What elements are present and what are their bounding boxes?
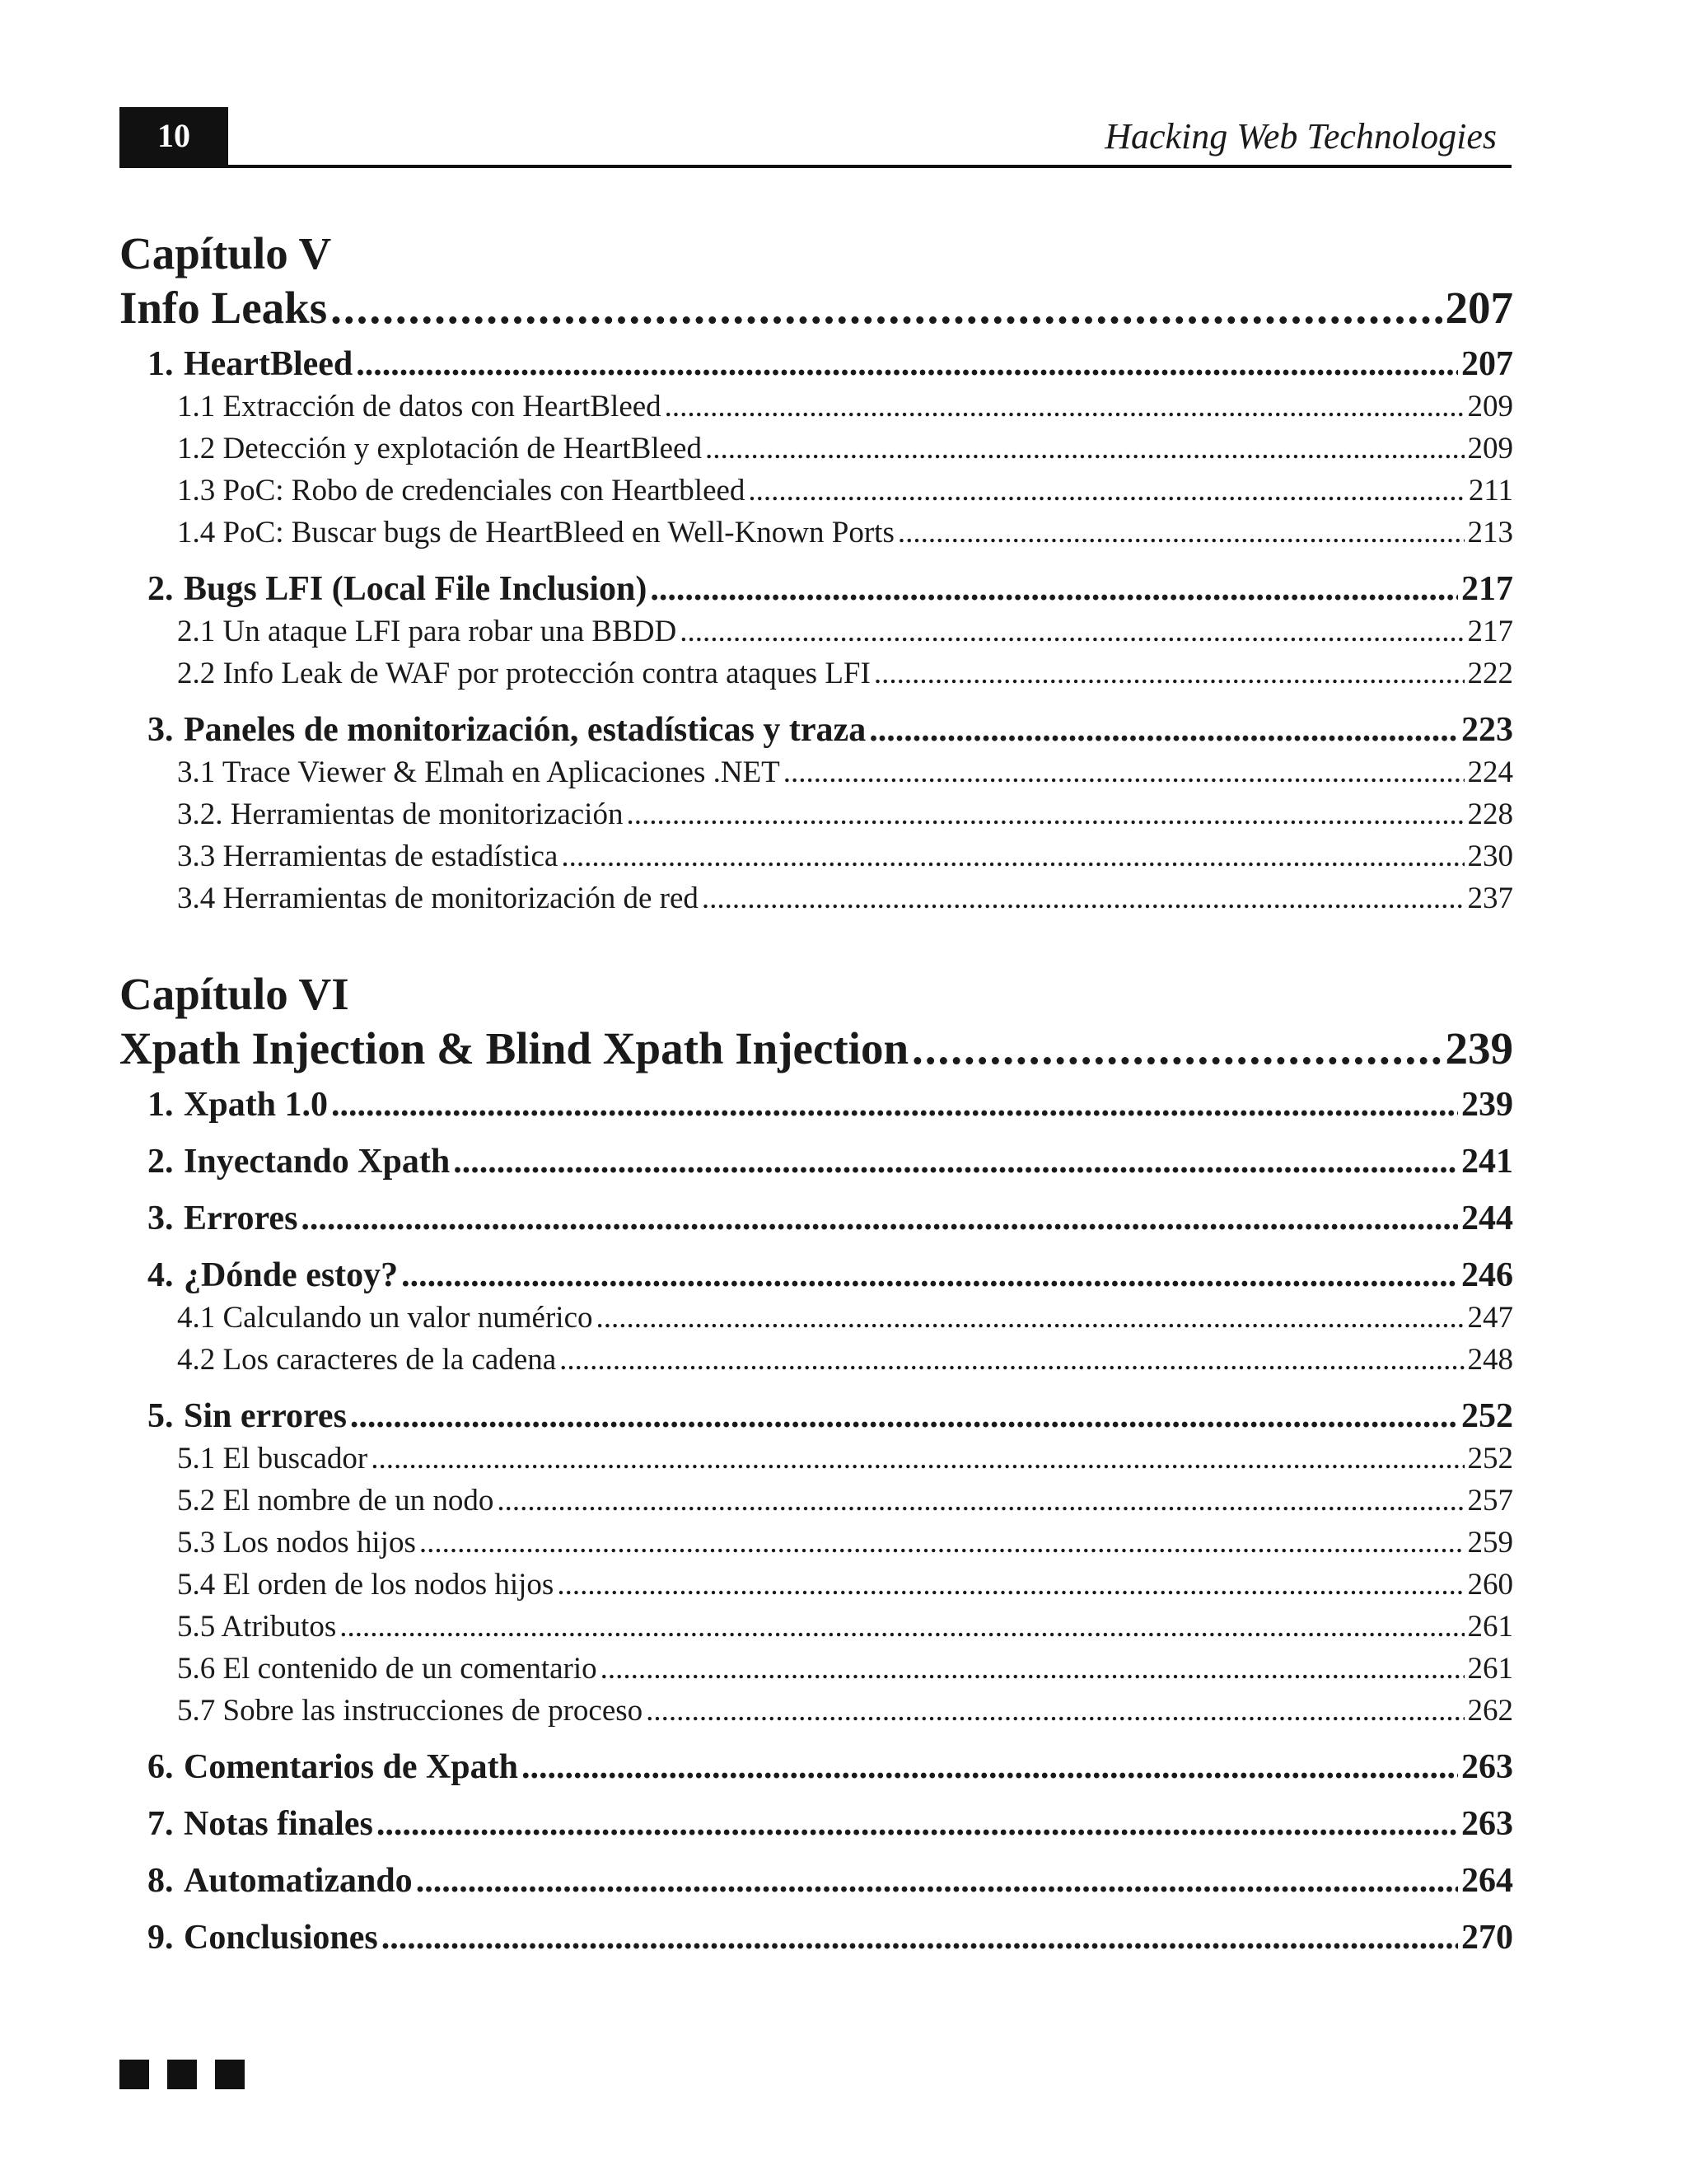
toc-subsection	[119, 1297, 1513, 1339]
table-of-contents	[119, 227, 1513, 1959]
toc-subsection	[119, 1690, 1513, 1732]
toc-subsection-page: 261	[1467, 1610, 1513, 1644]
toc-section	[119, 1396, 1513, 1438]
dot-leader	[371, 1438, 1464, 1480]
dot-leader	[650, 568, 1458, 610]
toc-subsection	[119, 652, 1513, 694]
toc-section-page: 252	[1461, 1397, 1513, 1435]
dot-leader	[559, 1339, 1464, 1381]
toc-section-title	[147, 1255, 398, 1297]
toc-subsection-title: 4.2 Los caracteres de la cadena	[177, 1343, 557, 1377]
toc-subsection-title: 3.2. Herramientas de monitorización	[177, 797, 624, 831]
toc-section-page: 270	[1461, 1919, 1513, 1957]
toc-subsection-page: 211	[1468, 474, 1513, 507]
dot-leader	[748, 470, 1465, 512]
dot-leader	[350, 1396, 1458, 1438]
toc-section-title	[147, 709, 866, 751]
toc-subsection-page: 209	[1467, 390, 1513, 423]
toc-section	[119, 1198, 1513, 1240]
toc-section-page: 264	[1461, 1862, 1513, 1900]
toc-subsection	[119, 1339, 1513, 1381]
toc-section-page: 223	[1461, 711, 1513, 749]
toc-subsection-page: 259	[1467, 1526, 1513, 1560]
toc-section-text: Errores	[184, 1200, 298, 1237]
toc-section-page: 239	[1461, 1086, 1513, 1124]
dot-leader	[330, 281, 1442, 335]
dot-leader	[401, 1255, 1458, 1297]
toc-subsection	[119, 751, 1513, 793]
toc-subsection	[119, 512, 1513, 554]
toc-subsection-page: 224	[1467, 755, 1513, 789]
toc-section-text: HeartBleed	[184, 345, 353, 383]
toc-section-title	[147, 1803, 373, 1845]
dot-leader	[381, 1917, 1458, 1959]
toc-section-page: 241	[1461, 1143, 1513, 1181]
toc-section	[119, 568, 1513, 610]
toc-subsection-page: 222	[1467, 657, 1513, 690]
toc-subsection-title: 2.1 Un ataque LFI para robar una BBDD	[177, 615, 677, 648]
toc-section	[119, 1747, 1513, 1789]
toc-subsection-title: 1.1 Extracción de datos con HeartBleed	[177, 390, 661, 423]
toc-subsection-title: 1.3 PoC: Robo de credenciales con Heartbleed	[177, 474, 745, 507]
footer-square-icon	[215, 2060, 245, 2089]
toc-section-text: Bugs LFI (Local File Inclusion)	[184, 570, 647, 608]
dot-leader	[912, 1022, 1442, 1076]
toc-subsection-page: 230	[1467, 839, 1513, 873]
toc-section-text: Paneles de monitorización, estadísticas y traza	[184, 711, 867, 749]
chapter-label: Capítulo VI	[119, 969, 349, 1019]
toc-subsection	[119, 793, 1513, 835]
toc-section-title	[147, 1198, 297, 1240]
toc-section-text: Automatizando	[184, 1862, 413, 1900]
chapter-entry-page: 239	[1445, 1023, 1513, 1073]
dot-leader	[376, 1803, 1458, 1845]
dot-leader	[665, 386, 1465, 428]
toc-section-text: Comentarios de Xpath	[184, 1748, 518, 1786]
toc-section-title	[147, 1917, 378, 1959]
toc-section-page: 263	[1461, 1748, 1513, 1786]
toc-section-title	[147, 1747, 518, 1789]
toc-subsection-title: 1.4 PoC: Buscar bugs de HeartBleed en Well-Known Ports	[177, 516, 895, 550]
toc-section	[119, 1084, 1513, 1126]
toc-subsection	[119, 1480, 1513, 1522]
toc-section-number: 5.	[147, 1397, 174, 1435]
dot-leader	[600, 1648, 1465, 1690]
toc-subsection	[119, 610, 1513, 652]
dot-leader	[702, 877, 1465, 919]
toc-subsection	[119, 386, 1513, 428]
toc-section-page: 244	[1461, 1200, 1513, 1237]
toc-section	[119, 709, 1513, 751]
chapter-entry-title: Info Leaks	[119, 283, 328, 333]
toc-section-text: Sin errores	[184, 1397, 347, 1435]
dot-leader	[680, 610, 1464, 652]
chapter-entry-page: 207	[1445, 283, 1513, 333]
dot-leader	[783, 751, 1465, 793]
toc-subsection	[119, 1522, 1513, 1564]
toc-section	[119, 1917, 1513, 1959]
toc-subsection-title: 5.4 El orden de los nodos hijos	[177, 1568, 554, 1602]
toc-section-text: Notas finales	[184, 1805, 373, 1843]
dot-leader	[497, 1480, 1464, 1522]
toc-section-text: ¿Dónde estoy?	[184, 1256, 399, 1294]
toc-section-number: 8.	[147, 1862, 174, 1900]
toc-subsection-page: 228	[1467, 797, 1513, 831]
dot-leader	[339, 1606, 1464, 1648]
dot-leader	[561, 835, 1464, 877]
dot-leader	[898, 512, 1465, 554]
footer-square-icon	[167, 2060, 197, 2089]
toc-subsection	[119, 835, 1513, 877]
toc-subsection	[119, 1606, 1513, 1648]
toc-subsection	[119, 877, 1513, 919]
toc-section-text: Inyectando Xpath	[184, 1143, 451, 1181]
chapter-entry	[119, 1022, 1513, 1076]
toc-subsection-title: 2.2 Info Leak de WAF por protección contra ataques LFI	[177, 657, 871, 690]
toc-subsection-page: 213	[1467, 516, 1513, 550]
toc-section	[119, 344, 1513, 386]
chapter-block	[119, 227, 1513, 919]
chapter-label: Capítulo V	[119, 228, 332, 278]
toc-section-number: 6.	[147, 1748, 174, 1786]
toc-section-title	[147, 1084, 328, 1126]
dot-leader	[869, 709, 1458, 751]
toc-section-title	[147, 568, 647, 610]
toc-subsection-title: 5.6 El contenido de un comentario	[177, 1652, 597, 1686]
toc-section-number: 2.	[147, 570, 174, 608]
toc-subsection-title: 3.3 Herramientas de estadística	[177, 839, 558, 873]
chapter-entry-title: Xpath Injection & Blind Xpath Injection	[119, 1023, 909, 1073]
dot-leader	[557, 1564, 1464, 1606]
toc-section-number: 3.	[147, 1200, 174, 1237]
toc-subsection-page: 237	[1467, 882, 1513, 915]
dot-leader	[626, 793, 1464, 835]
dot-leader	[521, 1747, 1458, 1789]
toc-section	[119, 1860, 1513, 1902]
toc-subsection-page: 217	[1467, 615, 1513, 648]
toc-section-number: 7.	[147, 1805, 174, 1843]
chapter-block	[119, 967, 1513, 1959]
toc-section-number: 1.	[147, 1086, 174, 1124]
dot-leader	[453, 1141, 1458, 1183]
toc-section-title	[147, 1860, 413, 1902]
toc-section-number: 2.	[147, 1143, 174, 1181]
dot-leader	[596, 1297, 1465, 1339]
footer-marks	[119, 2060, 245, 2089]
toc-subsection-page: 257	[1467, 1484, 1513, 1518]
page-number: 10	[119, 107, 228, 165]
toc-section	[119, 1255, 1513, 1297]
toc-subsection-page: 247	[1467, 1301, 1513, 1335]
dot-leader	[301, 1198, 1458, 1240]
toc-subsection-title: 5.3 Los nodos hijos	[177, 1526, 416, 1560]
toc-subsection-page: 260	[1467, 1568, 1513, 1602]
toc-subsection	[119, 1438, 1513, 1480]
dot-leader	[416, 1860, 1458, 1902]
toc-section-number: 4.	[147, 1256, 174, 1294]
dot-leader	[874, 652, 1465, 694]
toc-subsection	[119, 1648, 1513, 1690]
toc-section-text: Xpath 1.0	[184, 1086, 329, 1124]
dot-leader	[419, 1522, 1465, 1564]
toc-section	[119, 1141, 1513, 1183]
page-header	[119, 107, 1512, 168]
toc-subsection-page: 252	[1467, 1442, 1513, 1475]
toc-section-number: 1.	[147, 345, 174, 383]
toc-subsection-page: 248	[1467, 1343, 1513, 1377]
toc-subsection-title: 5.2 El nombre de un nodo	[177, 1484, 494, 1518]
toc-subsection-page: 209	[1467, 432, 1513, 465]
toc-section-text: Conclusiones	[184, 1919, 378, 1957]
footer-square-icon	[119, 2060, 149, 2089]
toc-subsection	[119, 1564, 1513, 1606]
toc-subsection-title: 5.5 Atributos	[177, 1610, 337, 1644]
toc-subsection-title: 5.1 El buscador	[177, 1442, 368, 1475]
chapter-entry	[119, 281, 1513, 335]
toc-subsection-title: 4.1 Calculando un valor numérico	[177, 1301, 593, 1335]
toc-section-number: 9.	[147, 1919, 174, 1957]
toc-subsection	[119, 470, 1513, 512]
toc-subsection-title: 1.2 Detección y explotación de HeartBleed	[177, 432, 702, 465]
dot-leader	[646, 1690, 1464, 1732]
toc-section-page: 207	[1461, 345, 1513, 383]
running-title: Hacking Web Technologies	[1105, 116, 1497, 157]
dot-leader	[705, 428, 1465, 470]
toc-subsection-title: 3.4 Herramientas de monitorización de red	[177, 882, 699, 915]
toc-subsection	[119, 428, 1513, 470]
toc-section-page: 263	[1461, 1805, 1513, 1843]
dot-leader	[331, 1084, 1458, 1126]
toc-subsection-page: 262	[1467, 1694, 1513, 1728]
dot-leader	[356, 344, 1458, 386]
toc-subsection-page: 261	[1467, 1652, 1513, 1686]
toc-subsection-title: 5.7 Sobre las instrucciones de proceso	[177, 1694, 643, 1728]
toc-section-title	[147, 1141, 450, 1183]
toc-section-number: 3.	[147, 711, 174, 749]
toc-section-title	[147, 1396, 347, 1438]
toc-section-page: 217	[1461, 570, 1513, 608]
toc-section-title	[147, 344, 353, 386]
toc-section-page: 246	[1461, 1256, 1513, 1294]
toc-subsection-title: 3.1 Trace Viewer & Elmah en Aplicaciones .NET	[177, 755, 780, 789]
toc-section	[119, 1803, 1513, 1845]
